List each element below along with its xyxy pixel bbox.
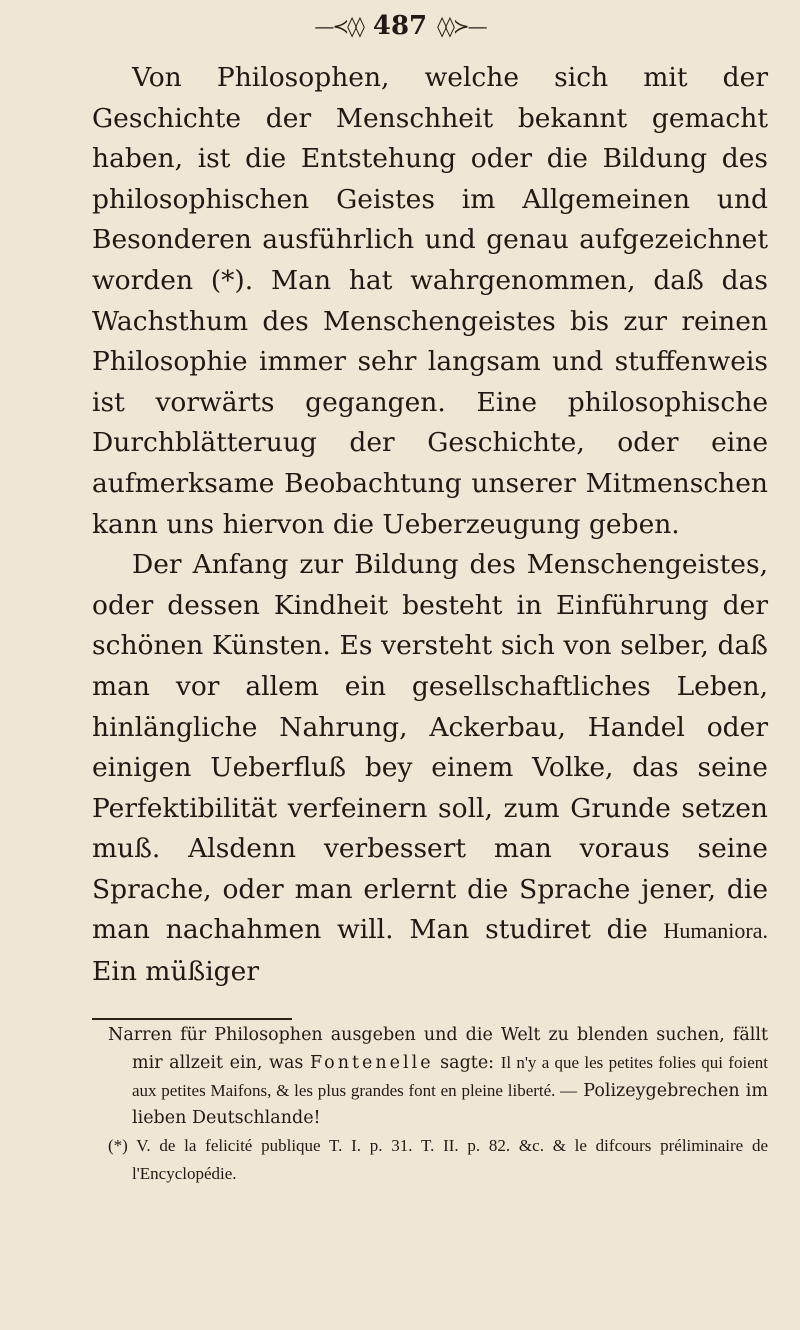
- footnote-2-text: (*) V. de la felicité publique T. I. p. 31. T. II. p. 82. &c. & le difcours préliminaire de l'Encyclopédie.: [108, 1136, 768, 1183]
- main-text: [92, 58, 768, 993]
- left-ornament: —≺◊◊: [314, 14, 363, 38]
- footnote-rule: [92, 1018, 292, 1020]
- footnote-1-text: Narren für Philosophen ausgeben und die Welt zu blenden suchen, fällt mir allzeit ein, was: [108, 1025, 768, 1073]
- footnotes: [96, 1022, 768, 1188]
- footnote-2: [96, 1132, 768, 1188]
- footnote-1-french: Il n'y a que les petites folies qui foient aux petites Maifons, & les plus grandes font en pleine liberté. —: [132, 1053, 768, 1100]
- page-number: 487: [372, 11, 428, 41]
- paragraph-2-end: Ein müßiger: [92, 956, 259, 988]
- page-header: [0, 8, 800, 44]
- footnote-1-end: Polizeygebrechen im lieben Deutschlande!: [132, 1081, 768, 1128]
- footnote-1-name: Fontenelle: [310, 1053, 434, 1073]
- footnote-1-said: sagte:: [440, 1053, 495, 1073]
- paragraph-2: [92, 545, 768, 993]
- latin-term: Humaniora.: [663, 918, 768, 944]
- right-ornament: ◊◊≻—: [437, 14, 486, 38]
- footnote-1: [96, 1022, 768, 1132]
- paragraph-2-text: Der Anfang zur Bildung des Menschengeistes, oder dessen Kindheit besteht in Einführung der schönen Künsten. Es versteht sich von selber, daß man vor allem ein gesellschaftliches Leben, hinlängliche Nahrung, Ackerbau, Handel oder einigen Ueberfluß bey einem Volke, das seine Perfektibilität verfeinern soll, zum Grunde setzen muß. Alsdenn verbessert man voraus seine Sprache, oder man erlernt die Sprache jener, die man nachahmen will. Man studiret die: [92, 549, 768, 946]
- paragraph-1: Von Philosophen, welche sich mit der Geschichte der Menschheit bekannt gemacht haben, ist die Entstehung oder die Bildung des philosophischen Geistes im Allgemeinen und Besonderen ausführlich und genau aufgezeichnet worden (*). Man hat wahrgenommen, daß das Wachsthum des Menschengeistes bis zur reinen Philosophie immer sehr langsam und stuffenweis ist vorwärts gegangen. Eine philosophische Durchblätteruug der Geschichte, oder eine aufmerksame Beobachtung unserer Mitmenschen kann uns hiervon die Ueberzeugung geben.: [92, 62, 768, 540]
